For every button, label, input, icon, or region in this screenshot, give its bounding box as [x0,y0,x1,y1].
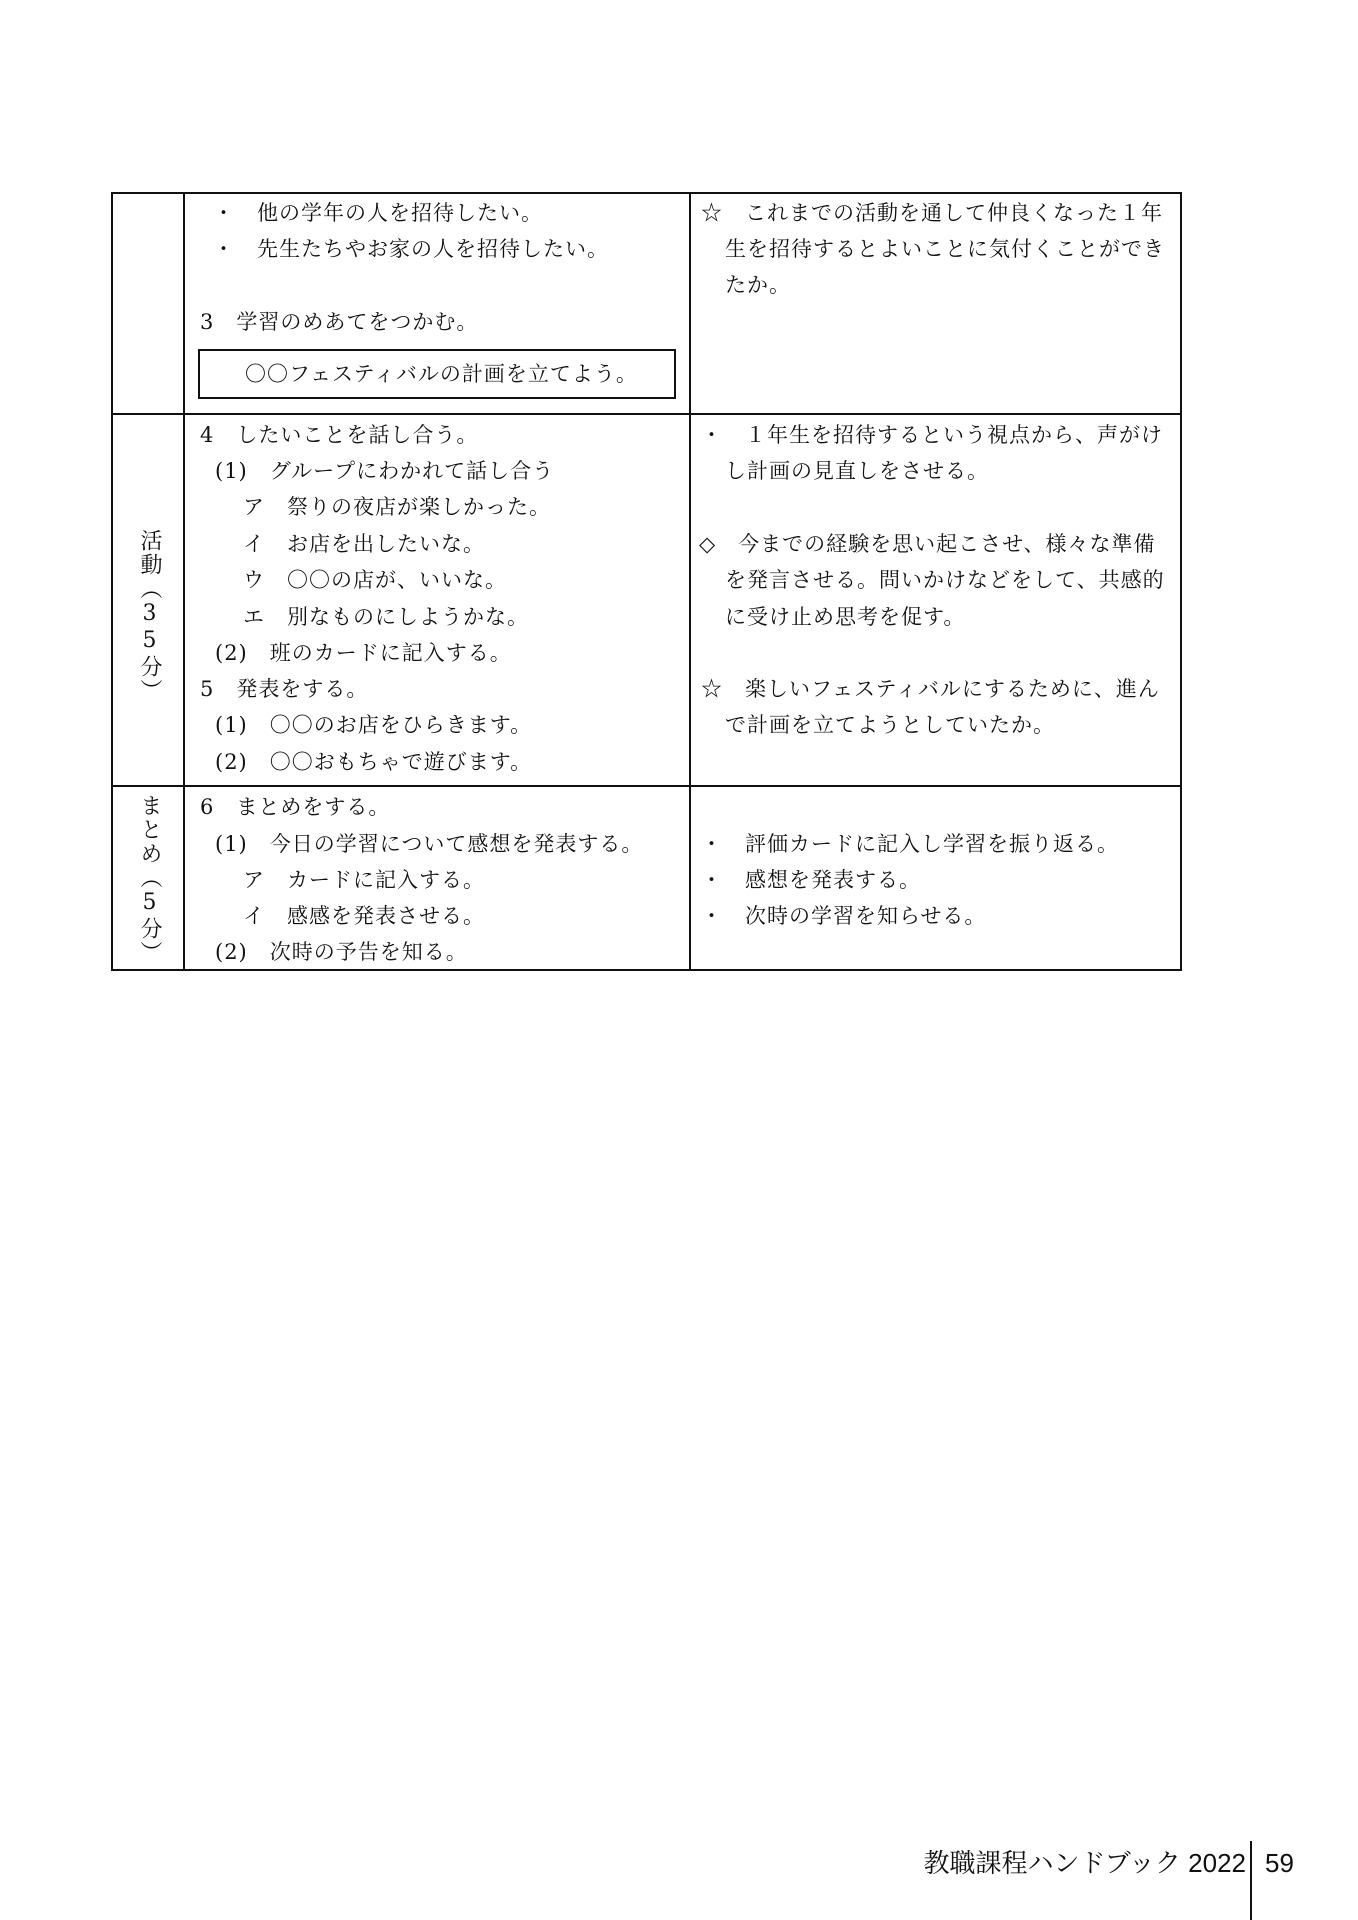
content-line: ア カードに記入する。 [243,868,485,892]
content-line: ・ 先生たちやお家の人を招待したい。 [213,237,609,261]
lesson-aim-box [198,349,676,399]
lesson-plan-table [111,192,1182,971]
content-line: (1) グループにわかれて話し合う [215,459,555,483]
page-number: 59 [1265,1848,1294,1878]
note-line: ・ 次時の学習を知らせる。 [701,904,987,928]
content-line: (2) 次時の予告を知る。 [215,940,468,964]
note-line: し計画の見直しをさせる。 [725,459,989,483]
lesson-aim-text: 〇〇フェスティバルの計画を立てよう。 [245,362,638,386]
note-line: ☆ これまでの活動を通して仲良くなった１年 [701,201,1163,225]
note-line: ◇ 今までの経験を思い起こさせ、様々な準備 [699,532,1156,556]
note-line: ・ １年生を招待するという視点から、声がけ [701,423,1163,447]
content-line: (2) 班のカードに記入する。 [215,641,512,665]
content-line: (1) 今日の学習について感想を発表する。 [215,832,644,856]
content-line: イ 感感を発表させる。 [243,904,485,928]
content-line: (2) 〇〇おもちゃで遊びます。 [215,750,533,774]
content-line: イ お店を出したいな。 [243,532,485,556]
column-divider-notes [689,194,691,969]
note-line: ☆ 楽しいフェスティバルにするために、進ん [701,677,1160,701]
content-line: 5 発表をする。 [200,677,369,701]
note-line: を発言させる。問いかけなどをして、共感的 [725,568,1165,592]
content-line: 6 まとめをする。 [200,795,391,819]
content-line: 3 学習のめあてをつかむ。 [200,310,479,334]
content-line: (1) 〇〇のお店をひらきます。 [215,713,533,737]
note-line: 生を招待するとよいことに気付くことができ [725,237,1165,261]
stage-label-activity: 活動（35分） [137,529,162,703]
note-line: に受け止め思考を促す。 [725,605,966,629]
note-line: で計画を立てようとしていたか。 [725,713,1055,737]
column-divider-label [183,194,185,969]
row-divider-activity [113,413,1180,415]
row-divider-summary [113,785,1180,787]
note-line: たか。 [725,273,791,297]
stage-label-summary: まとめ（5分） [137,794,162,965]
content-line: ・ 他の学年の人を招待したい。 [213,201,543,225]
note-line: ・ 評価カードに記入し学習を振り返る。 [701,832,1119,856]
content-line: 4 したいことを話し合う。 [200,423,479,447]
content-line: ア 祭りの夜店が楽しかった。 [243,495,551,519]
footer-divider [1250,1841,1252,1920]
handbook-title: 教職課程ハンドブック 2022 [923,1848,1246,1878]
content-line: エ 別なものにしようかな。 [243,605,529,629]
note-line: ・ 感想を発表する。 [701,868,921,892]
content-line: ウ 〇〇の店が、いいな。 [243,568,507,592]
